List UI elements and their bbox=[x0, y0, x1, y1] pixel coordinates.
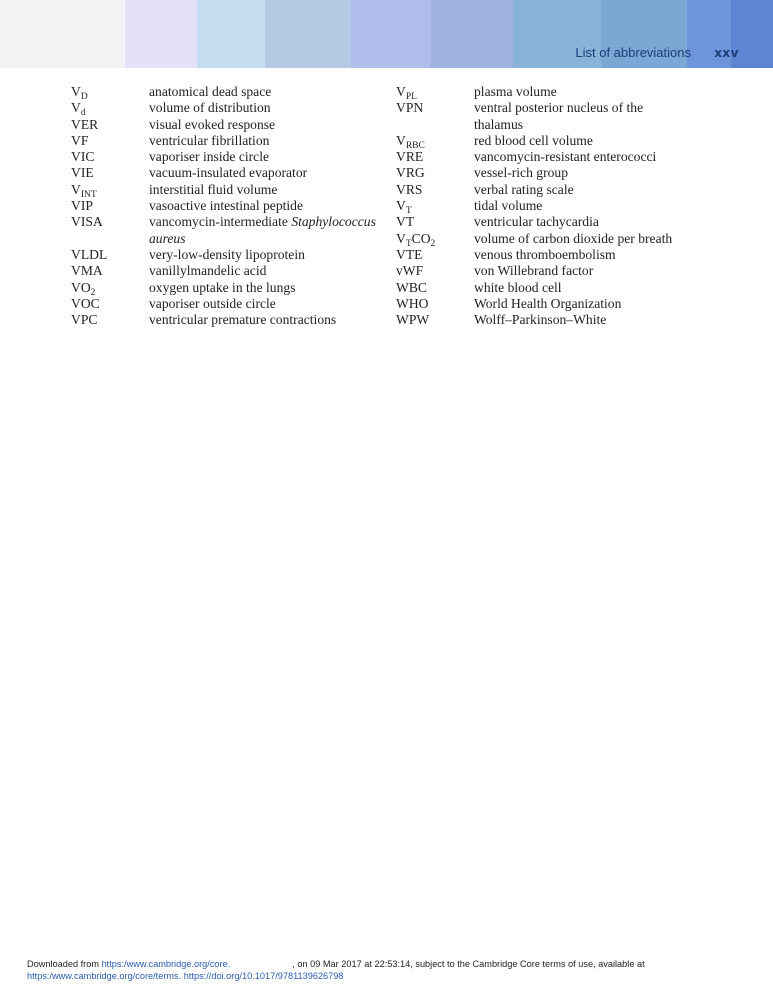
banner-band bbox=[125, 0, 197, 68]
abbreviation-term: $V_TCO_2$ bbox=[396, 230, 436, 249]
abbreviation-definition: very-low-density lipoprotein bbox=[149, 246, 305, 262]
abbreviation-entry bbox=[396, 214, 672, 230]
abbreviation-entry bbox=[396, 182, 672, 198]
abbreviation-definition: vanillylmandelic acid bbox=[149, 263, 267, 279]
abbreviation-definition: vasoactive intestinal peptide bbox=[149, 198, 304, 214]
abbreviation-term: VIP bbox=[71, 198, 93, 214]
banner-band bbox=[351, 0, 431, 68]
abbreviation-term: WPW bbox=[396, 312, 430, 328]
abbreviation-definition: plasma volume bbox=[474, 84, 557, 99]
abbreviation-term: vWF bbox=[396, 263, 424, 279]
abbreviation-entry bbox=[396, 231, 672, 247]
abbreviation-term: VISA bbox=[71, 214, 103, 230]
cambridge-core-link[interactable]: https:/www.cambridge.org/core. bbox=[101, 959, 231, 969]
abbreviation-entry bbox=[396, 312, 672, 328]
abbreviation-entry bbox=[396, 100, 672, 133]
abbreviation-term: VTE bbox=[396, 246, 423, 262]
footer-line-2 bbox=[27, 970, 747, 982]
abbreviation-term: $V_{PL}$ bbox=[396, 84, 417, 102]
banner-band bbox=[265, 0, 351, 68]
abbreviation-definition: von Willebrand factor bbox=[474, 263, 594, 279]
abbreviation-entry bbox=[396, 280, 672, 296]
running-header-title: List of abbreviations bbox=[575, 45, 691, 60]
abbreviation-term: $VO_2$ bbox=[71, 279, 96, 298]
abbreviation-term: $V_{RBC}$ bbox=[396, 132, 425, 151]
abbreviation-definition: volume of carbon dioxide per breath bbox=[474, 230, 673, 246]
abbreviation-definition: venous thromboembolism bbox=[474, 246, 616, 262]
abbreviation-entry bbox=[71, 133, 376, 149]
abbreviation-definition: Wolff–Parkinson–White bbox=[474, 312, 607, 328]
abbreviation-definition: vaporiser outside circle bbox=[149, 295, 276, 311]
abbreviation-term: VRE bbox=[396, 149, 424, 165]
abbreviation-definition: interstitial fluid volume bbox=[149, 181, 278, 197]
abbreviation-entry bbox=[71, 214, 376, 247]
abbreviation-term: $V_T$ bbox=[396, 198, 412, 217]
abbreviation-entry bbox=[396, 165, 672, 181]
abbreviation-entry bbox=[71, 280, 376, 296]
abbreviation-entry bbox=[71, 247, 376, 263]
abbreviation-entry bbox=[71, 182, 376, 198]
abbreviation-entry bbox=[71, 117, 376, 133]
abbreviation-definition: vessel-rich group bbox=[474, 165, 568, 181]
abbreviation-term: $V_d$ bbox=[71, 100, 86, 119]
abbreviation-term: WHO bbox=[396, 295, 429, 311]
abbreviation-term: VPC bbox=[71, 312, 98, 328]
abbreviation-definition: volume of distribution bbox=[149, 100, 271, 116]
banner-band bbox=[197, 0, 265, 68]
abbreviation-definition: ventricular premature contractions bbox=[149, 312, 337, 328]
footer-terms-text: , on 09 Mar 2017 at 22:53:14, subject to the Cambridge Core terms of use, available at bbox=[292, 959, 645, 969]
abbreviation-definition: white blood cell bbox=[474, 279, 562, 295]
abbreviation-term: VF bbox=[71, 132, 89, 148]
abbreviation-term: VMA bbox=[71, 263, 103, 279]
abbreviation-definition: World Health Organization bbox=[474, 295, 622, 311]
abbreviation-entry bbox=[71, 263, 376, 279]
abbreviation-entry bbox=[71, 100, 376, 119]
abbreviation-entry bbox=[396, 198, 672, 217]
abbreviation-definition: oxygen uptake in the lungs bbox=[149, 279, 296, 295]
footer-downloaded-prefix: Downloaded from bbox=[27, 959, 102, 969]
abbreviation-term: VPN bbox=[396, 100, 424, 116]
abbreviation-entry bbox=[71, 84, 376, 100]
abbreviation-term: VOC bbox=[71, 295, 100, 311]
abbreviation-column-left bbox=[71, 84, 376, 328]
abbreviation-definition: vaporiser inside circle bbox=[149, 149, 270, 165]
abbreviation-column-right bbox=[396, 84, 672, 328]
banner-band bbox=[0, 0, 125, 68]
abbreviation-term: VER bbox=[71, 116, 99, 132]
abbreviation-term: $V_D$ bbox=[71, 84, 88, 102]
abbreviation-term: VLDL bbox=[71, 246, 108, 262]
abbreviation-entry bbox=[396, 84, 672, 100]
abbreviation-entry bbox=[71, 165, 376, 181]
abbreviation-term: VIE bbox=[71, 165, 94, 181]
download-footer bbox=[27, 958, 747, 982]
abbreviation-term: VIC bbox=[71, 149, 95, 165]
abbreviation-entry bbox=[396, 296, 672, 312]
page-number: xxv bbox=[714, 46, 739, 60]
abbreviation-definition: vacuum-insulated evaporator bbox=[149, 165, 308, 181]
doi-link[interactable]: https://doi.org/10.1017/9781139626798 bbox=[183, 971, 344, 981]
abbreviation-definition: anatomical dead space bbox=[149, 84, 272, 99]
abbreviation-definition: ventricular tachycardia bbox=[474, 214, 599, 230]
footer-line-1 bbox=[27, 958, 747, 970]
abbreviation-definition: verbal rating scale bbox=[474, 181, 574, 197]
abbreviation-definition: tidal volume bbox=[474, 198, 543, 214]
abbreviation-definition: ventral posterior nucleus of the thalamus bbox=[474, 100, 644, 132]
cambridge-terms-link[interactable]: https:/www.cambridge.org/core/terms. bbox=[27, 971, 182, 981]
abbreviation-term: VT bbox=[396, 214, 415, 230]
abbreviation-entry bbox=[71, 296, 376, 312]
abbreviation-entry bbox=[71, 198, 376, 214]
abbreviation-term: WBC bbox=[396, 279, 427, 295]
abbreviation-term: $V_{INT}$ bbox=[71, 181, 97, 200]
abbreviation-definition: vancomycin-intermediate Staphylococcus aureus bbox=[149, 214, 376, 246]
abbreviation-definition: ventricular fibrillation bbox=[149, 132, 270, 148]
abbreviation-definition: red blood cell volume bbox=[474, 132, 593, 148]
abbreviation-entry bbox=[396, 133, 672, 149]
banner-band bbox=[431, 0, 513, 68]
abbreviation-entry bbox=[396, 263, 672, 279]
abbreviation-term: VRS bbox=[396, 181, 423, 197]
abbreviation-term: VRG bbox=[396, 165, 425, 181]
abbreviation-entry bbox=[71, 312, 376, 328]
abbreviation-definition: visual evoked response bbox=[149, 116, 276, 132]
abbreviation-entry bbox=[396, 149, 672, 165]
abbreviation-definition: vancomycin-resistant enterococci bbox=[474, 149, 657, 165]
abbreviation-entry bbox=[71, 149, 376, 165]
abbreviation-entry bbox=[396, 247, 672, 263]
